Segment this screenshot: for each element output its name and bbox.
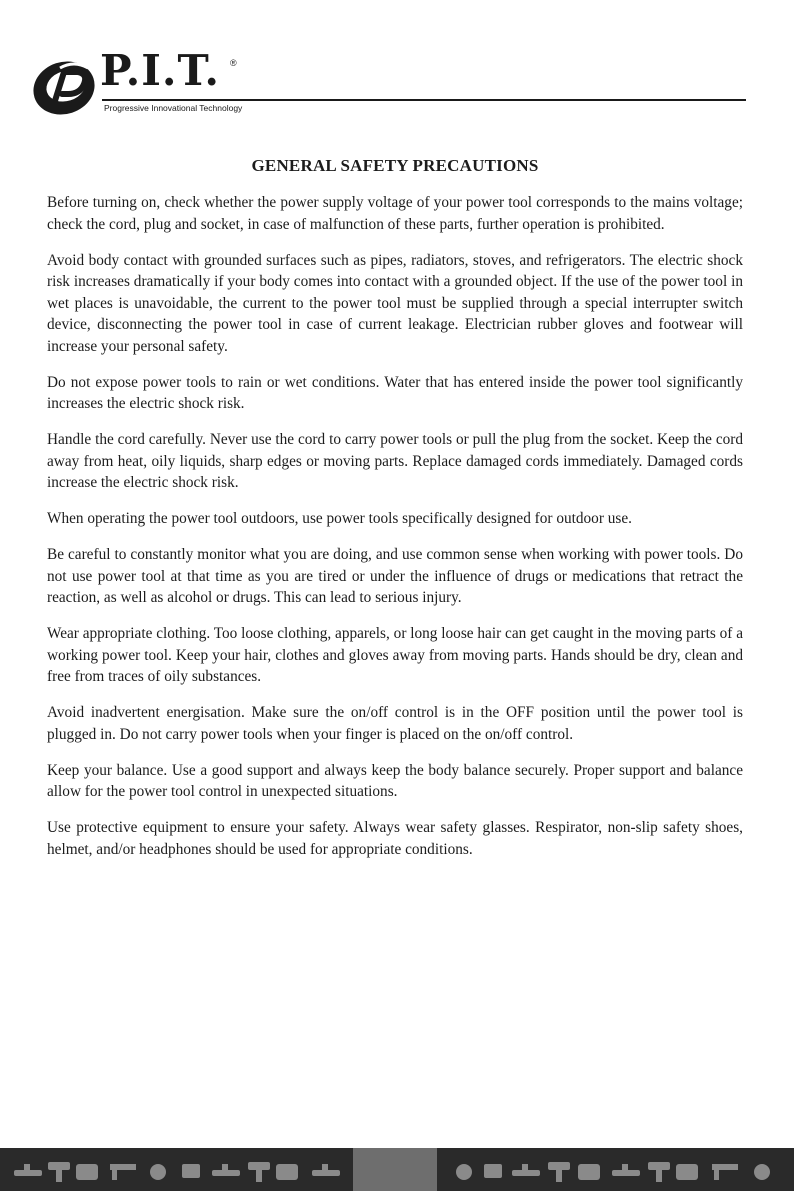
angle-grinder-icon [212,1164,240,1176]
paragraph: Before turning on, check whether the power supply voltage of your power tool corresponds to the mains voltage; check the cord, plug and socket, in case of malfunction of these parts, further operation is prohibited. [47,194,743,233]
paragraph: Wear appropriate clothing. Too loose clothing, apparels, or long loose hair can get caught in the moving parts of a working power tool. Keep your hair, clothes and gloves away from moving parts. Hands should be dry, clean and free from traces of oily substances. [47,625,743,685]
jigsaw-icon [182,1164,200,1178]
saw-icon [110,1164,136,1180]
jigsaw-icon [484,1164,502,1178]
drill-icon [248,1162,270,1182]
paragraph: When operating the power tool outdoors, use power tools specifically designed for outdoor use. [47,510,632,527]
pit-logo-icon [30,54,100,120]
angle-grinder-icon [612,1164,640,1176]
drill-icon [548,1162,570,1182]
saw-icon [712,1164,738,1180]
paragraph: Avoid body contact with grounded surfaces such as pipes, radiators, stoves, and refrigerators. The electric shock risk increases dramatically if your body comes into contact with a grounded object. If the use of the power tool in wet places is unavoidable, the current to the power tool must be supplied through a special interrupter switch device, disconnecting the power tool in case of current leakage. Electrician rubber gloves and footwear will increase your personal safety. [47,251,743,355]
paragraph: Keep your balance. Use a good support and always keep the body balance securely. Proper support and balance allow for the power tool control in unexpected situations. [47,761,743,800]
generator-icon [76,1164,98,1180]
angle-grinder-icon [312,1164,340,1176]
footer-band [0,1148,794,1191]
generator-icon [676,1164,698,1180]
paragraph: Do not expose power tools to rain or wet conditions. Water that has entered inside the power tool significantly increases the electric shock risk. [47,373,743,412]
brand-tagline: Progressive Innovational Technology [104,103,243,113]
generator-icon [150,1164,166,1180]
drill-icon [48,1162,70,1182]
paragraph: Handle the cord carefully. Never use the cord to carry power tools or pull the plug from the socket. Keep the cord away from heat, oily liquids, sharp edges or moving parts. Replace damaged cords immediately. Damaged cords increase the electric shock risk. [47,431,743,491]
brand-name: P.I.T. [100,46,220,95]
header-rule [102,99,746,101]
document-body [47,156,743,875]
paragraph: Use protective equipment to ensure your safety. Always wear safety glasses. Respirator, non-slip safety shoes, helmet, and/or headphones should be used for appropriate conditions. [47,819,743,858]
page-number-box [353,1148,437,1191]
generator-icon [276,1164,298,1180]
paragraph: Be careful to constantly monitor what you are doing, and use common sense when working with power tools. Do not use power tool at that time as you are tired or under the influence of drugs or medications that retract the reaction, as well as alcohol or drugs. This can lead to serious injury. [47,546,743,606]
paragraph: Avoid inadvertent energisation. Make sure the on/off control is in the OFF position until the power tool is plugged in. Do not carry power tools when your finger is placed on the on/off control. [47,704,743,743]
angle-grinder-icon [512,1164,540,1176]
generator-icon [578,1164,600,1180]
drill-icon [648,1162,670,1182]
angle-grinder-icon [14,1164,42,1176]
generator-icon [456,1164,472,1180]
section-title: GENERAL SAFETY PRECAUTIONS [251,156,539,175]
generator-icon [754,1164,770,1180]
page-header [30,46,746,120]
registered-mark: ® [230,58,237,68]
